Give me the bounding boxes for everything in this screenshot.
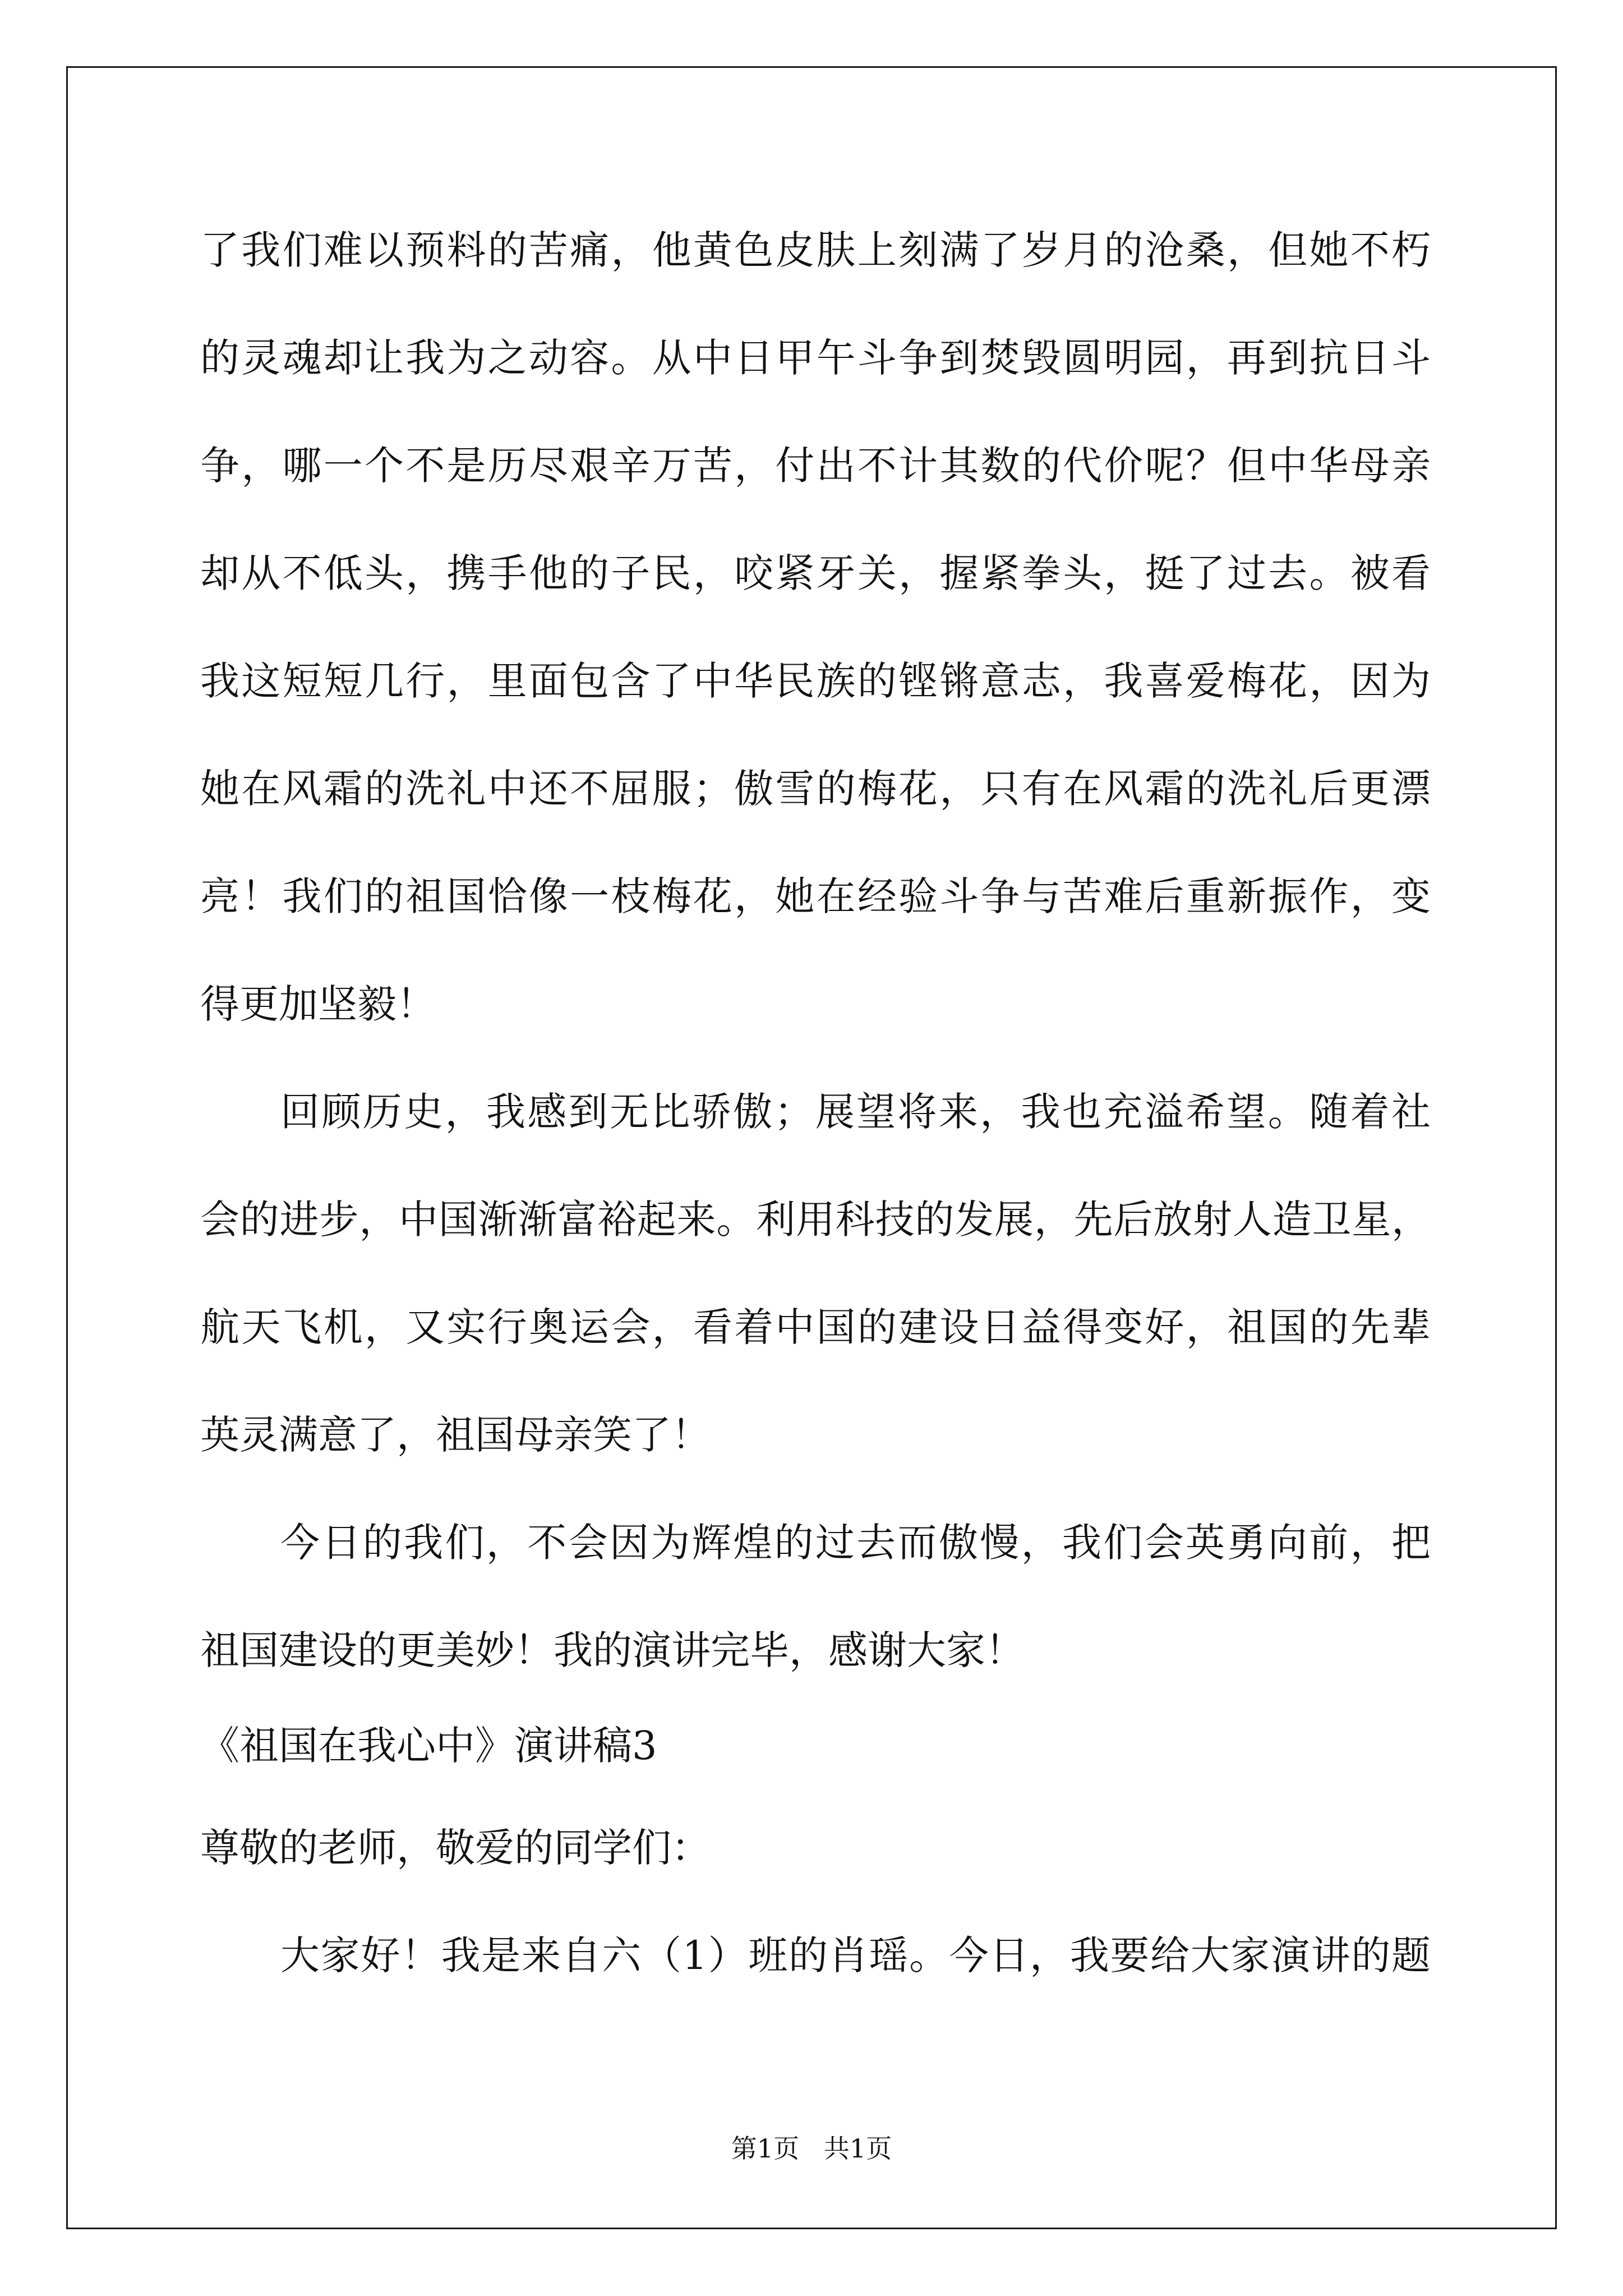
text-line: 航天飞机，又实行奥运会，看着中国的建设日益得变好，祖国的先辈: [200, 1304, 1431, 1350]
paragraph-first-line: 回顾历史，我感到无比骄傲；展望将来，我也充溢希望。随着社: [280, 1089, 1431, 1135]
text-line: 她在风霜的洗礼中还不屈服；傲雪的梅花，只有在风霜的洗礼后更漂: [200, 766, 1431, 812]
text-line: 亮！我们的祖国恰像一枝梅花，她在经验斗争与苦难后重新振作，变: [200, 873, 1431, 919]
text-line: 了我们难以预料的苦痛，他黄色皮肤上刻满了岁月的沧桑，但她不朽: [200, 227, 1431, 273]
text-line: 的灵魂却让我为之动容。从中日甲午斗争到焚毁圆明园，再到抗日斗: [200, 335, 1431, 381]
text-line: 会的进步，中国渐渐富裕起来。利用科技的发展，先后放射人造卫星，: [200, 1197, 1431, 1243]
speech-title: 《祖国在我心中》演讲稿3: [200, 1723, 657, 1769]
salutation: 尊敬的老师，敬爱的同学们：: [200, 1825, 711, 1871]
text-line: 争，哪一个不是历尽艰辛万苦，付出不计其数的代价呢？但中华母亲: [200, 443, 1431, 489]
text-line: 我这短短几行，里面包含了中华民族的铿锵意志，我喜爱梅花，因为: [200, 658, 1431, 704]
text-line: 英灵满意了，祖国母亲笑了！: [200, 1412, 711, 1458]
text-line: 祖国建设的更美妙！我的演讲完毕，感谢大家！: [200, 1627, 1025, 1673]
text-line: 得更加坚毅！: [200, 981, 436, 1027]
paragraph-first-line: 今日的我们，不会因为辉煌的过去而傲慢，我们会英勇向前，把: [280, 1520, 1431, 1566]
paragraph-first-line: 大家好！我是来自六（1）班的肖瑶。今日，我要给大家演讲的题: [280, 1932, 1431, 1978]
page-border: [66, 66, 1557, 2229]
page-footer: 第1页 共1页: [731, 2133, 892, 2164]
text-line: 却从不低头，携手他的子民，咬紧牙关，握紧拳头，挺了过去。被看: [200, 550, 1431, 596]
